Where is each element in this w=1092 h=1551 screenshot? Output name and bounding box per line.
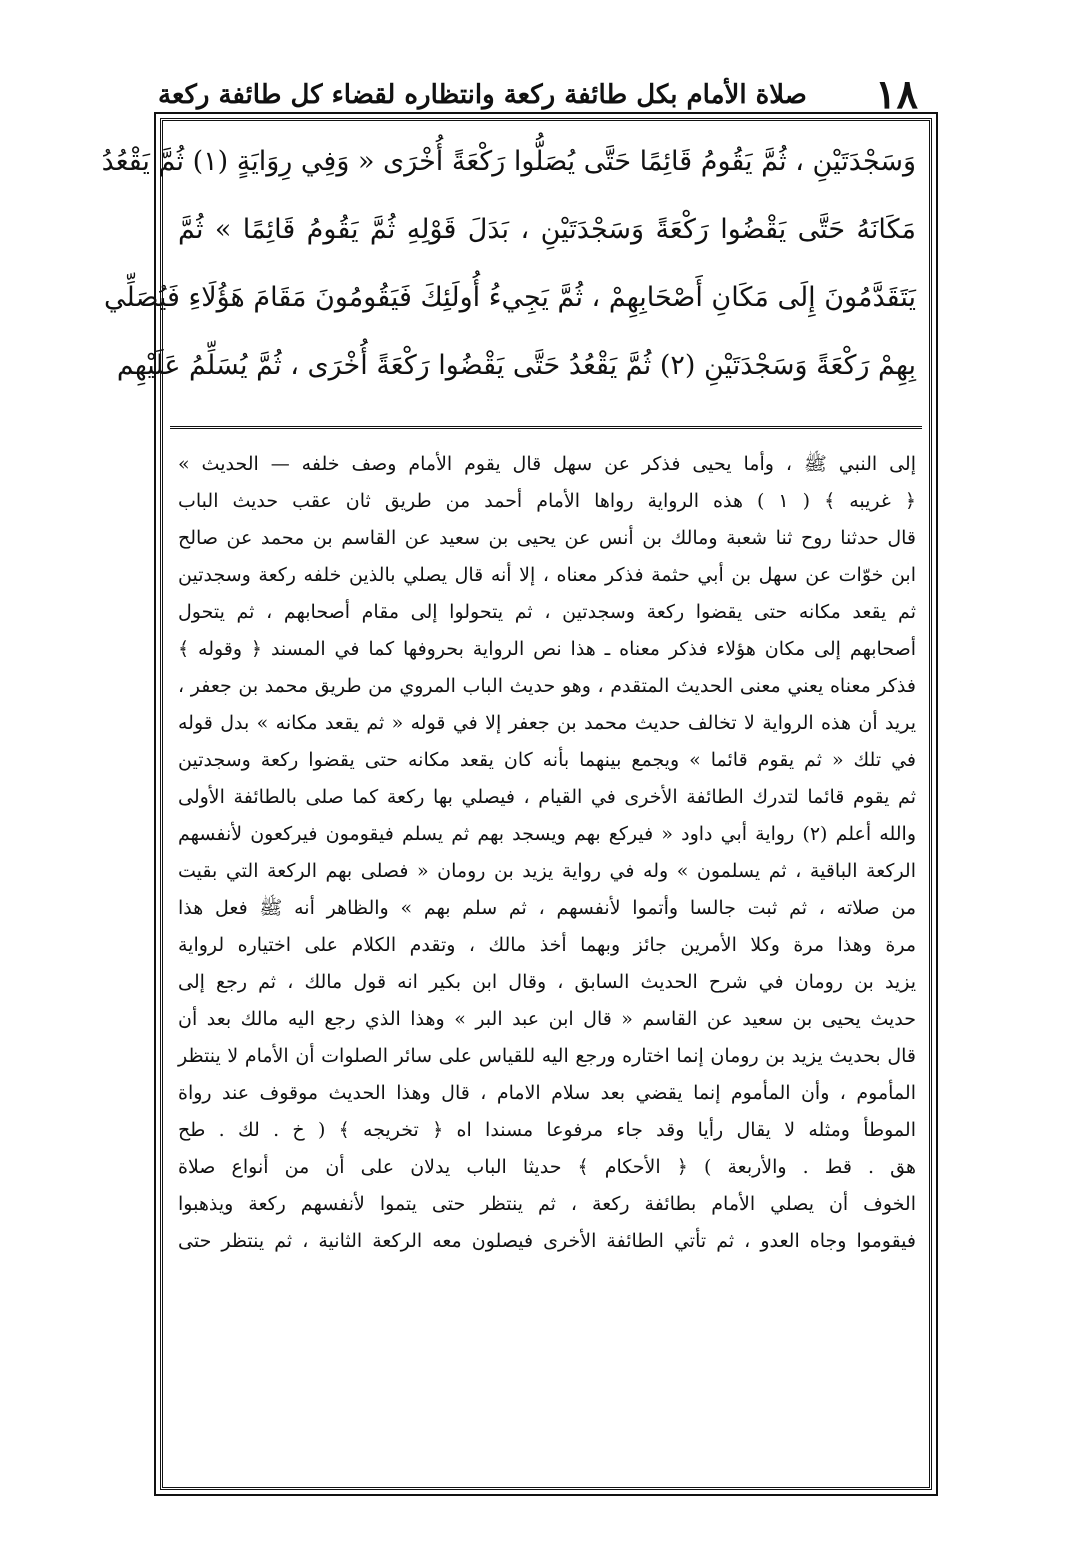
commentary-line: يزيد بن رومان في شرح الحديث السابق ، وقال ابن بكير انه قول مالك ، ثم رجع إلى <box>178 971 916 993</box>
commentary-line: إلى النبي ﷺ ، وأما يحيى فذكر عن سهل قال يقوم الأمام وصف خلفه — الحديث » <box>178 453 916 475</box>
hadith-line: بِهِمْ رَكْعَةً وَسَجْدَتَيْنِ (٢) ثُمَّ يَقْعُدُ حَتَّى يَقْضُوا رَكْعَةً أُخْرَى ، ثُمَّ يُسَلِّمُ عَلَيْهِم <box>116 350 916 381</box>
commentary-line: فذكر معناه يعني معنى الحديث المتقدم ، وهو حديث الباب المروي من طريق محمد بن جعفر ، <box>178 675 916 697</box>
commentary-line: قال حدثنا روح ثنا شعبة ومالك بن أنس عن يحيى بن سعيد عن القاسم بن محمد عن صالح <box>178 527 916 549</box>
hadith-text <box>101 128 916 400</box>
hadith-line: مَكَانَهُ حَتَّى يَقْضُوا رَكْعَةً وَسَجْدَتَيْنِ ، بَدَلَ قَوْلِهِ ثُمَّ يَقُومُ قَائِمًا » ثُمَّ <box>178 214 916 245</box>
commentary-line: فيقوموا وجاه العدو ، ثم تأتي الطائفة الأخرى فيصلون معه الركعة الثانية ، ثم ينتظر حتى <box>178 1230 916 1252</box>
commentary-line: قال بحديث يزيد بن رومان إنما اختاره ورجع اليه للقياس على سائر الصلوات أن الأمام لا ينتظر <box>178 1045 916 1067</box>
commentary-line: والله أعلم (٢) رواية أبي داود « فيركع بهم ويسجد بهم ثم يسلم فيقومون فيركعون لأنفسهم <box>178 823 916 845</box>
commentary-line: مرة وهذا مرة وكلا الأمرين جائز وبهما أخذ مالك ، وتقدم الكلام على اختياره لرواية <box>178 934 916 956</box>
commentary-line: الركعة الباقية ، ثم يسلمون » وله في رواية يزيد بن رومان « فصلى بهم الركعة التي بقيت <box>178 860 916 882</box>
commentary-line: حديث يحيى بن سعيد عن القاسم « قال ابن عبد البر » وهذا الذي رجع اليه مالك بعد أن <box>178 1008 916 1030</box>
commentary-line: يريد أن هذه الرواية لا تخالف حديث محمد بن جعفر إلا في قوله « ثم يقعد مكانه » بدل قوله <box>178 712 916 734</box>
commentary-line: من صلاته ، ثم ثبت جالسا وأتموا لأنفسهم ، ثم سلم بهم » والظاهر أنه ﷺ فعل هذا <box>178 897 916 919</box>
commentary-line: أصحابهم إلى مكان هؤلاء فذكر معناه ـ هذا نص الرواية بحروفها كما في المسند ﴿ وقوله ﴾ <box>178 638 916 660</box>
commentary-line: في تلك « ثم يقوم قائما » ويجمع بينهما بأنه كان يقعد مكانه حتى يقضوا ركعة وسجدتين <box>178 749 916 771</box>
commentary-line: ثم يقعد مكانه حتى يقضوا ركعة وسجدتين ، ثم يتحولوا إلى مقام أصحابهم ، ثم يتحول <box>178 601 916 623</box>
commentary-line: الموطأ ومثله لا يقال رأيا وقد جاء مرفوعا مسندا اه ﴿ تخريجه ﴾ ( خ . لك . طح <box>178 1119 916 1141</box>
running-title: صلاة الأمام بكل طائفة ركعة وانتظاره لقضاء كل طائفة ركعة <box>158 80 807 110</box>
section-divider <box>170 426 922 429</box>
commentary-line: الخوف أن يصلي الأمام بطائفة ركعة ، ثم ينتظر حتى يتموا لأنفسهم ركعة ويذهبوا <box>178 1193 916 1215</box>
commentary-line: المأموم ، وأن المأموم إنما يقضي بعد سلام الامام ، قال وهذا الحديث موقوف عند رواة <box>178 1082 916 1104</box>
hadith-line: وَسَجْدَتَيْنِ ، ثُمَّ يَقُومُ قَائِمًا حَتَّى يُصَلُّوا رَكْعَةً أُخْرَى « وَفِي رِوَايَةٍ (١) ثُمَّ يَقْعُدُ <box>101 146 916 177</box>
commentary-line: ثم يقوم قائما لتدرك الطائفة الأخرى في القيام ، فيصلي بها ركعة كما صلى بالطائفة الأولى <box>178 786 916 808</box>
page-number: ١٨ <box>875 71 918 118</box>
commentary-text <box>178 446 916 1260</box>
commentary-line: ﴿ غريبه ﴾ ( ١ ) هذه الرواية رواها الأمام أحمد من طريق ثان عقب حديث الباب <box>178 490 916 512</box>
hadith-line: يَتَقَدَّمُونَ إِلَى مَكَانِ أَصْحَابِهِمْ ، ثُمَّ يَجِيءُ أُولَئِكَ فَيَقُومُونَ مَقَامَ هَؤُلَاءِ فَيُصَلِّي <box>104 282 916 313</box>
commentary-line: هق . قط . والأربعة ) ﴿ الأحكام ﴾ حديثا الباب يدلان على أن من أنواع صلاة <box>178 1156 916 1178</box>
commentary-line: ابن خوّات عن سهل بن أبي حثمة فذكر معناه ، إلا أنه قال يصلي بالذين خلفه ركعة وسجدتين <box>178 564 916 586</box>
